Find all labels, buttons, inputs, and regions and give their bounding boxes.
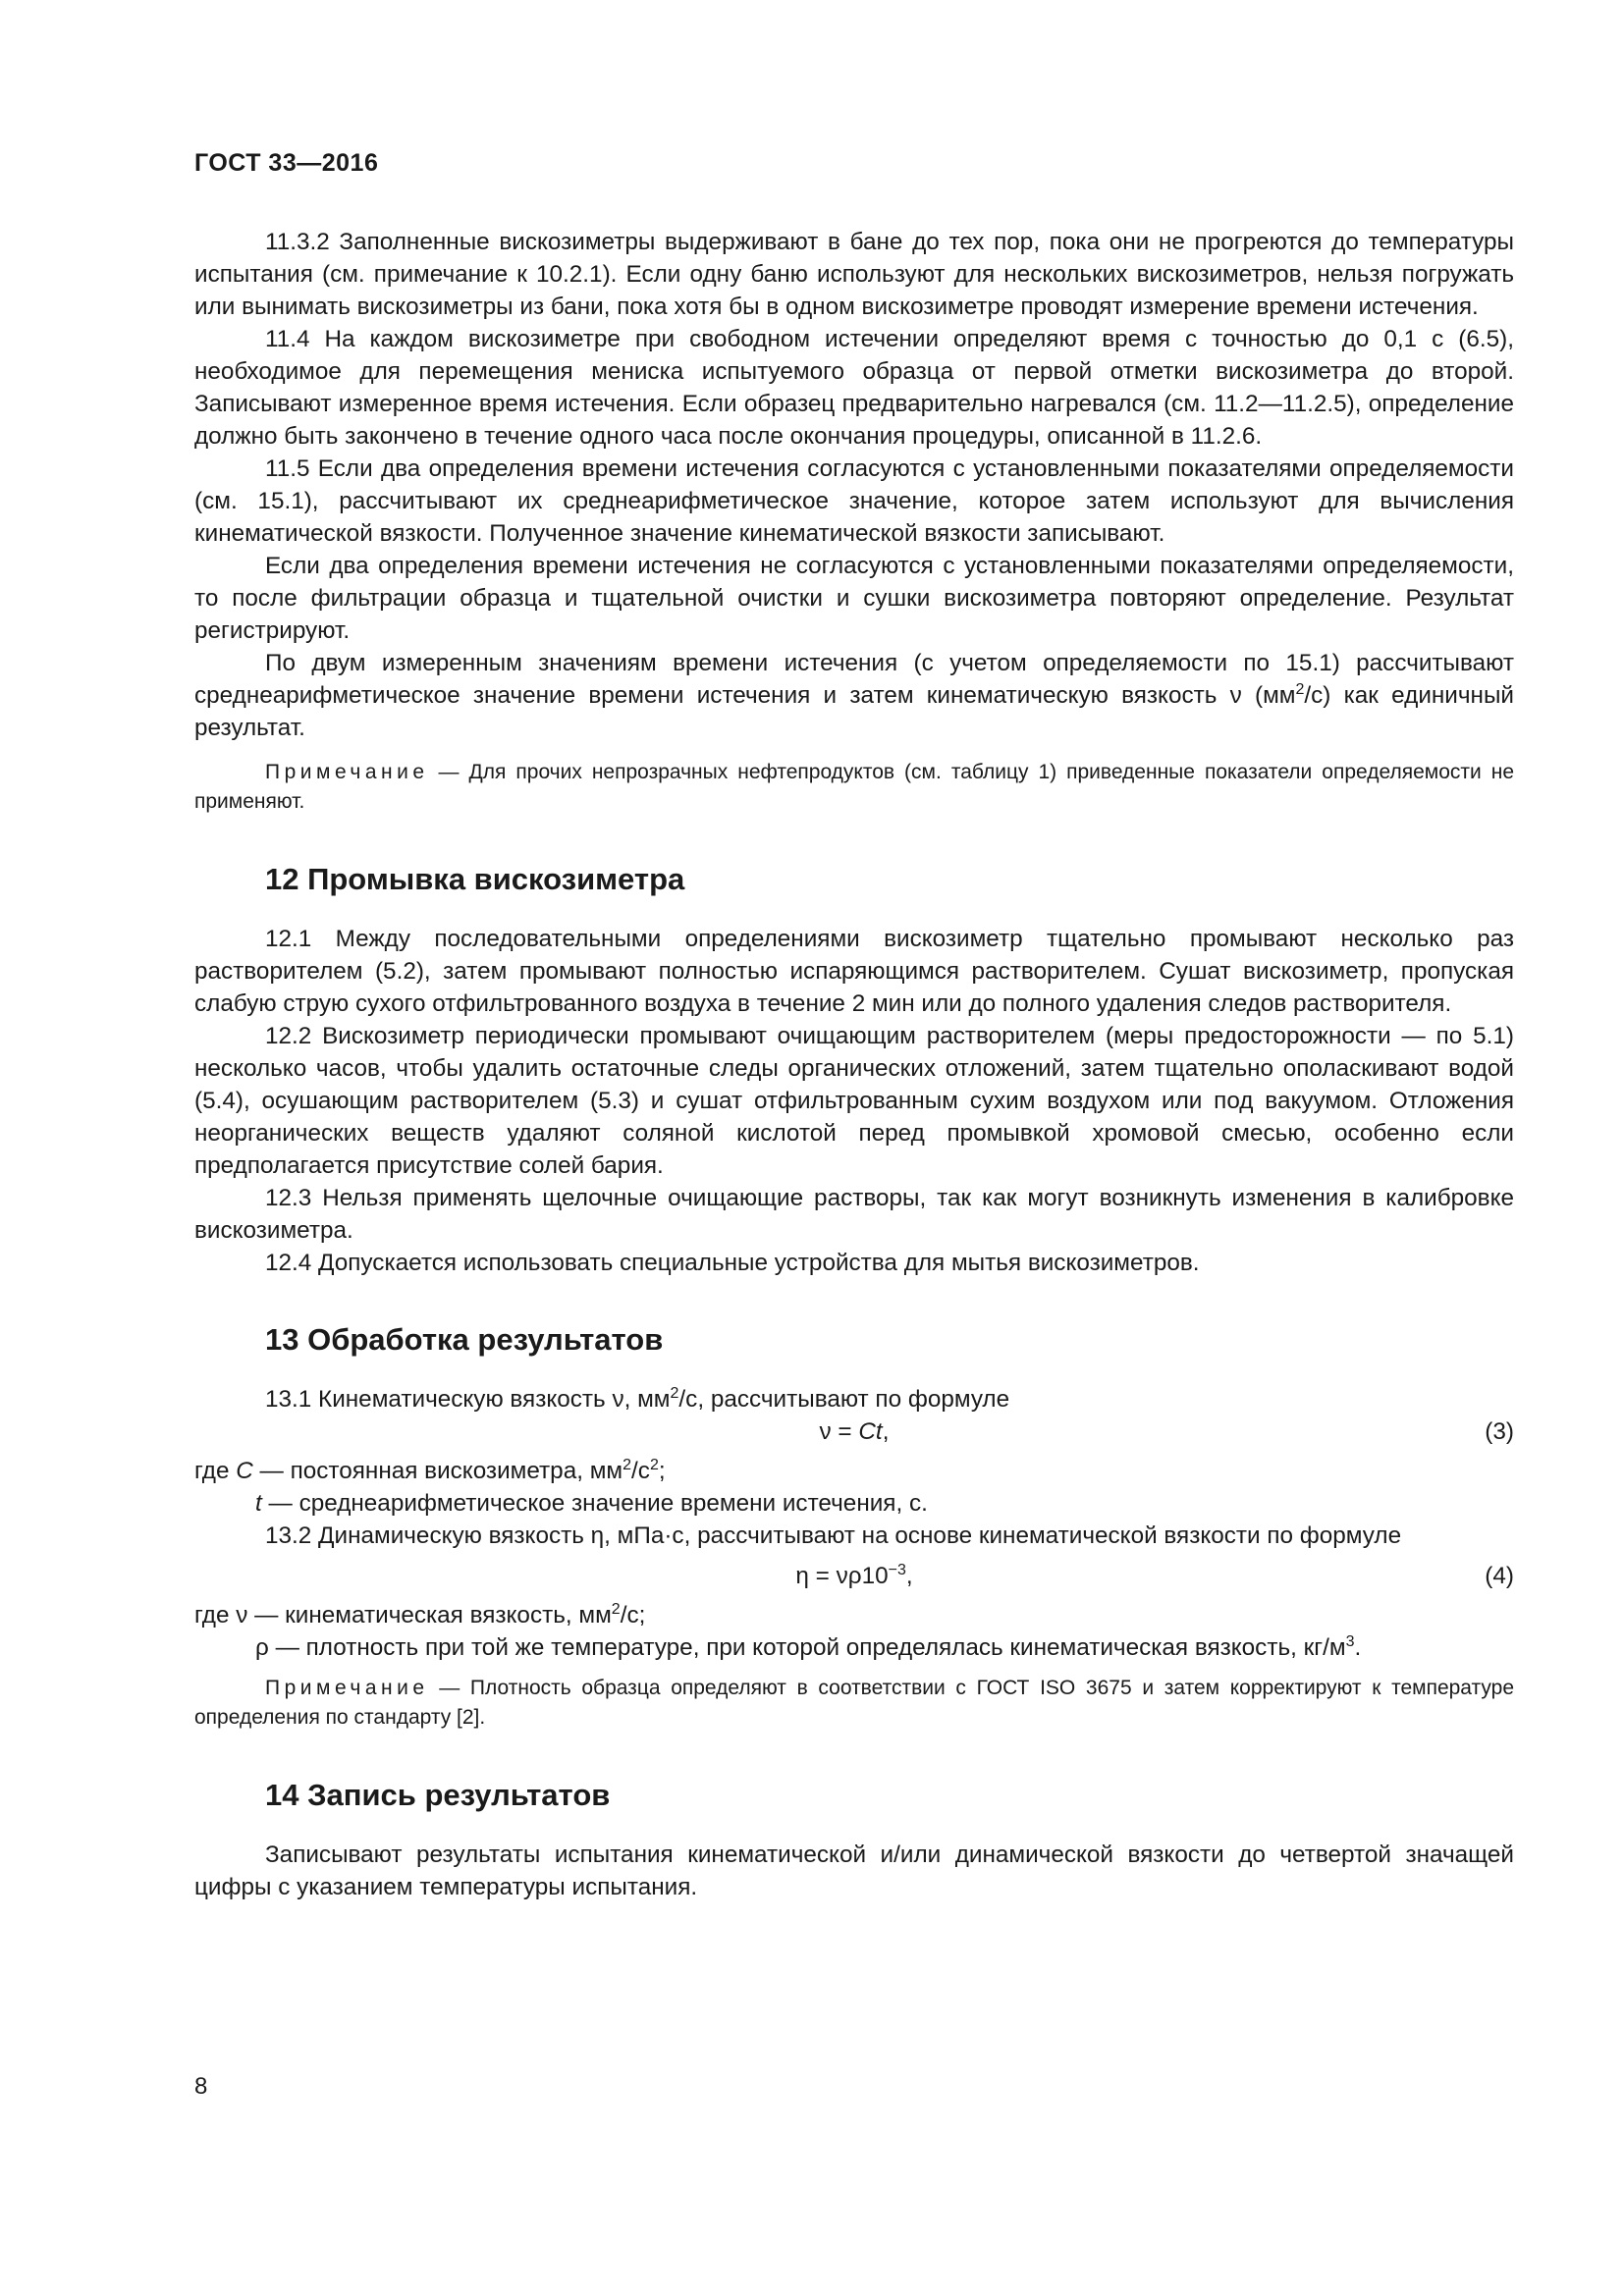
where-rho-text-end: .: [1354, 1634, 1362, 1661]
formula-3-expression: [194, 1415, 1514, 1448]
paragraph-12-1: 12.1 Между последовательными определениями вискозиметр тщательно промывают несколько раз растворителем (5.2), затем промывают полностью испаряющимся растворителем. Сушат вискозиметр, пропуская слабую струю сухого отфильтрованного воздуха в течение 2 мин или до полного удаления следов растворителя.: [194, 926, 1514, 1017]
formula-4-tail: ,: [905, 1563, 913, 1589]
paragraph-11-5-c-start: По двум измеренным значениям времени истечения (с учетом определяемости по 15.1) рассчитывают среднеарифметическое значение времени истечения и затем кинематическую вязкость ν (мм: [194, 650, 1514, 709]
where-t: [194, 1487, 1514, 1520]
where-c-text-end: ;: [658, 1458, 666, 1484]
where-rho: [194, 1631, 1514, 1664]
where-rho-symbol: ρ: [255, 1634, 269, 1661]
section-12-title: 12 Промывка вискозиметра: [265, 862, 685, 896]
page-content: [194, 226, 1514, 1903]
where-c-text-mid: /с: [631, 1458, 650, 1484]
paragraph-12-4: 12.4 Допускается использовать специальные устройства для мытья вискозиметров.: [265, 1250, 1200, 1276]
formula-4: [194, 1560, 1514, 1599]
paragraph-12-3: 12.3 Нельзя применять щелочные очищающие растворы, так как могут возникнуть изменения в калибровке вискозиметра.: [194, 1185, 1514, 1244]
paragraph-13-1-sup: 2: [670, 1385, 679, 1402]
section-14-title: 14 Запись результатов: [265, 1778, 611, 1812]
note-11-label: Примечание: [265, 761, 429, 783]
where-nu-text-end: /с;: [620, 1602, 646, 1629]
paragraph-13-1-start: 13.1 Кинематическую вязкость ν, мм: [265, 1386, 671, 1413]
paragraph-11-4: 11.4 На каждом вискозиметре при свободном истечении определяют время с точностью до 0,1 с (6.5), необходимое для перемещения мениска испытуемого образца от первой отметки вискозиметра до второй. Записывают измеренное время истечения. Если образец предварительно нагревался (см. 11.2—11.2.5), определение должно быть закончено в течение одного часа после окончания процедуры, описанной в 11.2.6.: [194, 326, 1514, 450]
document-id-header: ГОСТ 33—2016: [194, 149, 379, 177]
where-rho-text-start: — плотность при той же температуре, при которой определялась кинематическая вязкость, кг/м: [268, 1634, 1346, 1661]
paragraph-11-5: 11.5 Если два определения времени истечения согласуются с установленными показателями определяемости (см. 15.1), рассчитывают их среднеарифметическое значение, которое затем используют для вычисления кинематической вязкости. Полученное значение кинематической вязкости записывают.: [194, 455, 1514, 547]
where-nu-text-start: — кинематическая вязкость, мм: [247, 1602, 612, 1629]
formula-4-lhs: η = νρ10: [795, 1563, 889, 1589]
formula-3-number: (3): [1485, 1418, 1514, 1445]
where-c-symbol: C: [236, 1458, 253, 1484]
page-number: 8: [194, 2073, 208, 2100]
paragraph-11-5-c: [194, 647, 1514, 744]
formula-3: [194, 1415, 1514, 1455]
paragraph-11-3-2: 11.3.2 Заполненные вискозиметры выдерживают в бане до тех пор, пока они не прогреются до температуры испытания (см. примечание к 10.2.1). Если одну баню используют для нескольких вискозиметров, нельзя погружать или вынимать вискозиметры из бани, пока хотя бы в одном вискозиметре проводят измерение времени истечения.: [194, 229, 1514, 320]
where-c: [194, 1455, 1514, 1487]
paragraph-11-5-b: Если два определения времени истечения не согласуются с установленными показателями определяемости, то после фильтрации образца и тщательной очистки и сушки вискозиметра повторяют определение. Результат регистрируют.: [194, 553, 1514, 644]
formula-4-number: (4): [1485, 1563, 1514, 1589]
formula-3-lhs: ν =: [819, 1418, 859, 1445]
where-nu-symbol: ν: [236, 1602, 248, 1629]
where-t-text: — среднеарифметическое значение времени истечения, с.: [261, 1490, 928, 1517]
section-13-title: 13 Обработка результатов: [265, 1322, 664, 1357]
where-rho-sup: 3: [1345, 1633, 1355, 1650]
where-c-text-start: — постоянная вискозиметра, мм: [252, 1458, 623, 1484]
paragraph-13-1-end: /с, рассчитывают по формуле: [678, 1386, 1010, 1413]
where-t-symbol: t: [255, 1490, 262, 1517]
where-nu-lead: где: [194, 1602, 237, 1629]
paragraph-14: Записывают результаты испытания кинематической и/или динамической вязкости до четвертой значащей цифры с указанием температуры испытания.: [194, 1842, 1514, 1900]
where-c-sup1: 2: [623, 1457, 632, 1473]
note-13: [194, 1674, 1514, 1733]
note-13-text: — Плотность образца определяют в соответствии с ГОСТ ISO 3675 и затем корректируют к температуре определения по стандарту [2].: [194, 1677, 1514, 1729]
paragraph-11-5-c-end: /с) как единичный результат.: [194, 682, 1514, 741]
where-c-lead: где: [194, 1458, 237, 1484]
note-13-label: Примечание: [265, 1677, 429, 1699]
where-c-sup2: 2: [649, 1457, 659, 1473]
paragraph-13-2: 13.2 Динамическую вязкость η, мПа·с, рассчитывают на основе кинематической вязкости по формуле: [265, 1522, 1402, 1549]
formula-3-var: Ct: [858, 1418, 883, 1445]
note-11: [194, 758, 1514, 817]
where-nu-sup: 2: [611, 1601, 621, 1618]
where-nu: [194, 1599, 1514, 1631]
note-11-text: — Для прочих непрозрачных нефтепродуктов (см. таблицу 1) приведенные показатели определяемости не применяют.: [194, 761, 1514, 813]
formula-4-expression: [194, 1560, 1514, 1592]
formula-4-sup: −3: [888, 1562, 906, 1578]
paragraph-11-5-c-sup: 2: [1295, 681, 1305, 698]
formula-3-tail: ,: [882, 1418, 890, 1445]
paragraph-13-1: [194, 1383, 1514, 1415]
paragraph-12-2: 12.2 Вискозиметр периодически промывают очищающим растворителем (меры предосторожности — по 5.1) несколько часов, чтобы удалить остаточные следы органических отложений, затем тщательно ополаскивают водой (5.4), осушающим растворителем (5.3) и сушат отфильтрованным сухим воздухом или под вакуумом. Отложения неорганических веществ удаляют соляной кислотой перед промывкой хромовой смесью, особенно если предполагается присутствие солей бария.: [194, 1023, 1514, 1179]
